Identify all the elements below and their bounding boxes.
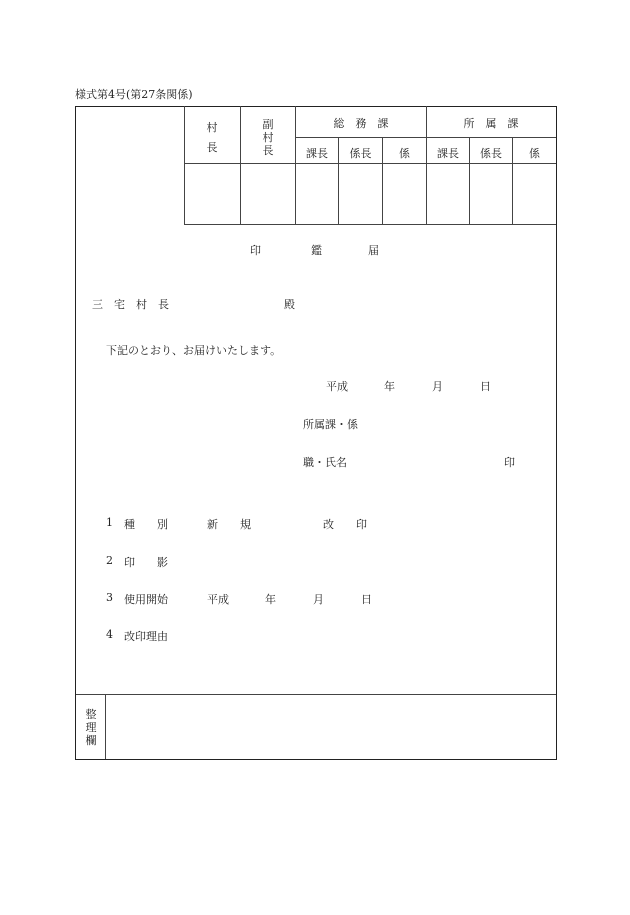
ga-section-chief-label: 係長 — [349, 147, 372, 160]
item-3-era: 平成 — [207, 593, 229, 606]
item-1-change: 改 印 — [323, 518, 367, 531]
form-frame — [75, 106, 557, 760]
item-3-month: 月 — [313, 593, 324, 606]
item-4-number: 4 — [106, 628, 113, 641]
af-staff-label: 係 — [529, 147, 540, 160]
item-3-year: 年 — [265, 593, 276, 606]
af-section-chief-label: 係長 — [480, 147, 502, 160]
date-year: 年 — [384, 380, 395, 393]
seal-mark: 印 — [504, 456, 515, 469]
title-char-3: 届 — [368, 244, 379, 257]
item-3-number: 3 — [106, 591, 113, 604]
af-chief-label: 課長 — [437, 147, 459, 160]
item-1-number: 1 — [106, 516, 113, 529]
mayor-label: 村長 — [206, 121, 218, 154]
name-label: 職・氏名 — [303, 456, 347, 469]
grid-line — [240, 106, 241, 224]
item-2-label: 印 影 — [124, 556, 168, 569]
grid-line — [184, 106, 185, 224]
grid-line — [184, 224, 556, 225]
grid-line — [295, 137, 556, 138]
item-1-label: 種 別 — [124, 518, 168, 531]
deputy-mayor-label: 副村長 — [262, 118, 274, 157]
date-day: 日 — [480, 380, 491, 393]
form-number: 様式第4号(第27条関係) — [75, 88, 193, 101]
item-3-label: 使用開始 — [124, 593, 168, 606]
date-era: 平成 — [326, 380, 348, 393]
affiliated-dept-label: 所 属 課 — [463, 117, 519, 130]
date-month: 月 — [432, 380, 443, 393]
title-char-2: 鑑 — [311, 244, 322, 257]
title-char-1: 印 — [250, 244, 261, 257]
item-2-number: 2 — [106, 554, 113, 567]
grid-line — [184, 163, 556, 164]
general-affairs-label: 総 務 課 — [333, 117, 389, 130]
addressee-name: 三 宅 村 長 — [92, 298, 169, 311]
footer-divider — [76, 694, 556, 695]
addressee-honorific: 殿 — [284, 298, 295, 311]
item-4-label: 改印理由 — [124, 630, 168, 643]
footer-divider — [105, 694, 106, 759]
remarks-label: 整理欄 — [85, 708, 97, 747]
item-1-new: 新 規 — [207, 518, 251, 531]
dept-label: 所属課・係 — [303, 418, 358, 431]
item-3-day: 日 — [361, 593, 372, 606]
ga-chief-label: 課長 — [306, 147, 328, 160]
intro-text: 下記のとおり、お届けいたします。 — [106, 344, 282, 357]
ga-staff-label: 係 — [399, 147, 410, 160]
